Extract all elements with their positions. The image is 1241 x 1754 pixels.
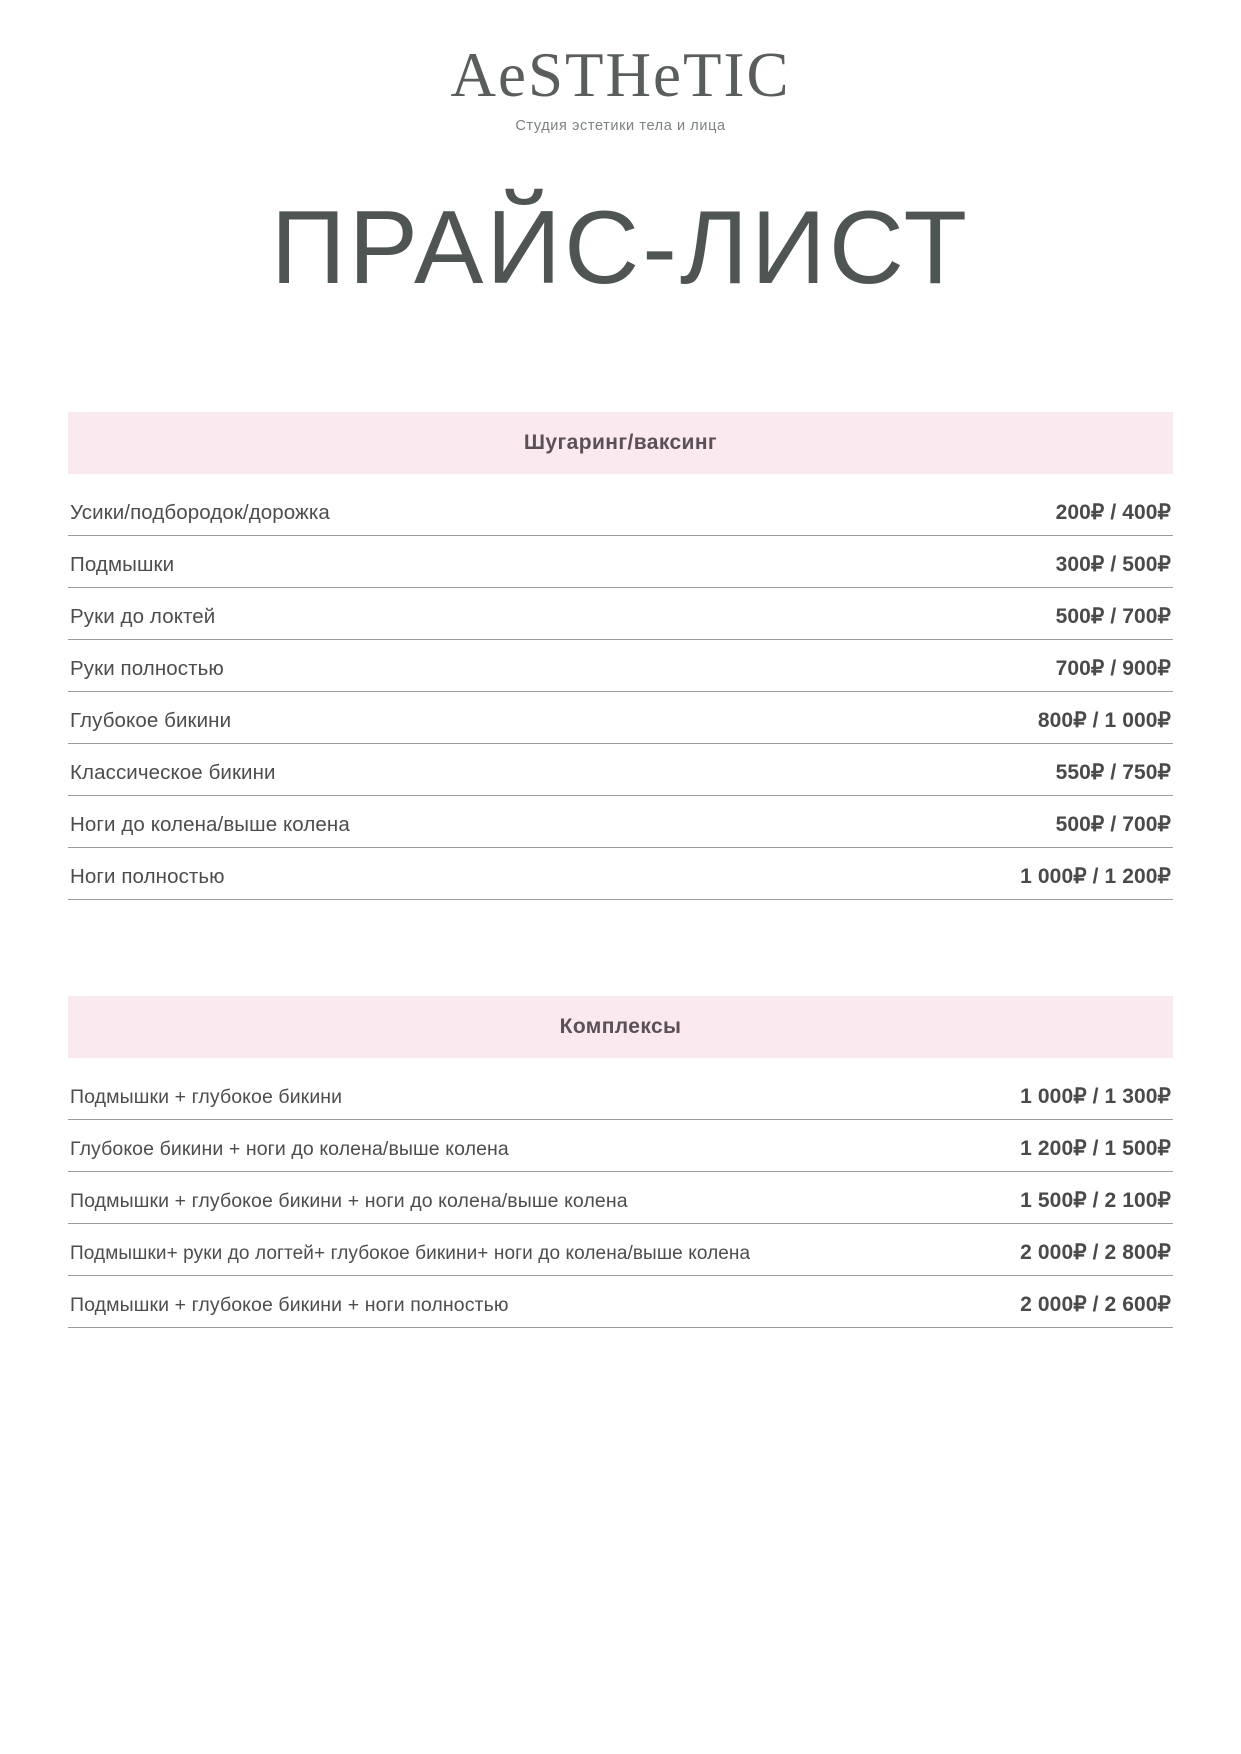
service-price: 550₽ / 750₽ [1055,760,1171,784]
table-row [68,480,1173,536]
price-rows-sugaring [68,480,1173,900]
service-name: Подмышки + глубокое бикини + ноги до колена/выше колена [70,1189,628,1212]
service-price: 2 000₽ / 2 800₽ [1020,1240,1171,1264]
logo-letter-e1: e [498,40,528,110]
price-rows-complexes [68,1064,1173,1328]
service-price: 200₽ / 400₽ [1055,500,1171,524]
service-name: Классическое бикини [70,760,276,784]
service-name: Руки полностью [70,656,224,680]
section-complexes [68,996,1173,1328]
table-row [68,796,1173,848]
table-row [68,588,1173,640]
service-price: 500₽ / 700₽ [1055,604,1171,628]
table-row [68,848,1173,900]
price-sections [68,412,1173,1328]
section-header-complexes [68,996,1173,1058]
service-name: Ноги до колена/выше колена [70,812,350,836]
service-price: 1 000₽ / 1 200₽ [1020,864,1171,888]
service-name: Ноги полностью [70,864,225,888]
service-price: 1 000₽ / 1 300₽ [1020,1084,1171,1108]
table-row [68,1120,1173,1172]
logo-letters-sth: STH [527,40,654,110]
table-row [68,1224,1173,1276]
brand-tagline: Студия эстетики тела и лица [515,117,726,134]
service-name: Руки до локтей [70,604,216,628]
service-name: Глубокое бикини [70,708,232,732]
table-row [68,1172,1173,1224]
logo-wordmark [450,40,791,110]
brand-logo [68,0,1173,134]
service-price: 500₽ / 700₽ [1055,812,1171,836]
service-name: Усики/подбородок/дорожка [70,500,330,524]
table-row [68,692,1173,744]
service-name: Глубокое бикини + ноги до колена/выше колена [70,1137,509,1160]
service-price: 1 200₽ / 1 500₽ [1020,1136,1171,1160]
service-price: 2 000₽ / 2 600₽ [1020,1292,1171,1316]
service-price: 800₽ / 1 000₽ [1037,708,1171,732]
table-row [68,744,1173,796]
table-row [68,1276,1173,1328]
service-name: Подмышки+ руки до логтей+ глубокое бикини+ ноги до колена/выше колена [70,1242,751,1264]
section-title: Комплексы [559,1014,682,1038]
service-name: Подмышки [70,552,175,576]
service-price: 300₽ / 500₽ [1055,552,1171,576]
logo-letter-e2: e [653,40,683,110]
service-name: Подмышки + глубокое бикини [70,1085,343,1108]
page-title: ПРАЙС-ЛИСТ [270,189,971,306]
section-sugaring-waxing [68,412,1173,900]
service-name: Подмышки + глубокое бикини + ноги полностью [70,1293,509,1316]
service-price: 1 500₽ / 2 100₽ [1020,1188,1171,1212]
section-title: Шугаринг/ваксинг [523,430,718,454]
service-price: 700₽ / 900₽ [1055,656,1171,680]
section-header-sugaring [68,412,1173,474]
table-row [68,536,1173,588]
logo-letters-tic: TIC [682,40,791,110]
table-row [68,1064,1173,1120]
logo-letter-a: A [450,40,499,110]
table-row [68,640,1173,692]
